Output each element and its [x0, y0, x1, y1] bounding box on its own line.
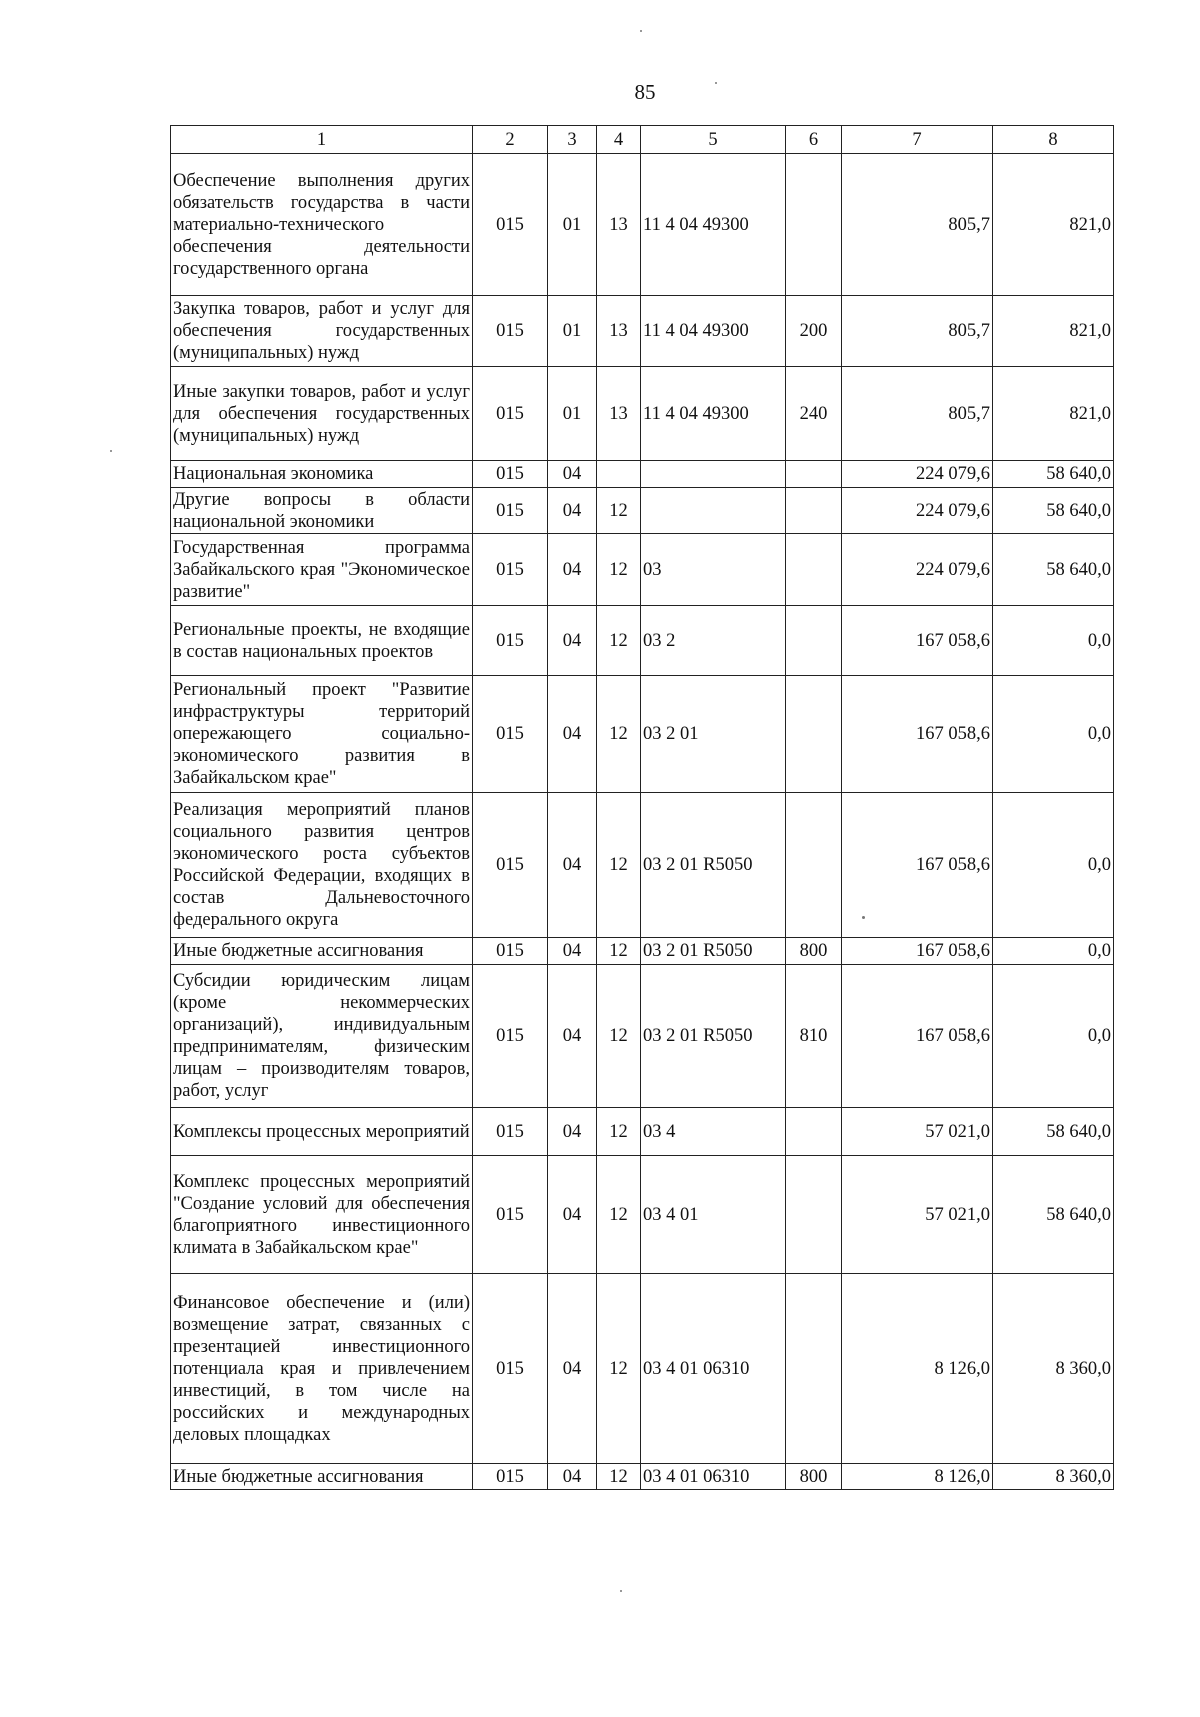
cell-expense-type	[786, 1156, 842, 1274]
cell-amount-8: 58 640,0	[993, 1108, 1114, 1156]
cell-target: 03 4 01	[641, 1156, 786, 1274]
row-name: Национальная экономика	[171, 461, 473, 488]
cell-code: 015	[473, 793, 548, 938]
cell-amount-8: 821,0	[993, 367, 1114, 461]
cell-amount-8: 821,0	[993, 296, 1114, 367]
cell-target: 03 2	[641, 606, 786, 676]
cell-subsection: 12	[597, 965, 641, 1108]
scan-speck	[862, 916, 865, 919]
row-name: Региональные проекты, не входящие в состав национальных проектов	[171, 606, 473, 676]
cell-target: 03 4 01 06310	[641, 1274, 786, 1464]
table-row	[171, 793, 1114, 938]
scan-speck	[620, 1590, 622, 1592]
row-name: Обеспечение выполнения других обязательств государства в части материально-технического обеспечения деятельности государственного органа	[171, 154, 473, 296]
cell-section: 04	[548, 1274, 597, 1464]
row-name: Иные закупки товаров, работ и услуг для обеспечения государственных (муниципальных) нужд	[171, 367, 473, 461]
table-row	[171, 488, 1114, 534]
table-row	[171, 606, 1114, 676]
table-row	[171, 296, 1114, 367]
cell-subsection	[597, 461, 641, 488]
cell-expense-type	[786, 793, 842, 938]
cell-amount-7: 167 058,6	[842, 938, 993, 965]
table-row	[171, 367, 1114, 461]
cell-code: 015	[473, 938, 548, 965]
cell-target	[641, 461, 786, 488]
cell-section: 04	[548, 534, 597, 606]
cell-expense-type	[786, 606, 842, 676]
cell-section: 04	[548, 1156, 597, 1274]
cell-amount-7: 57 021,0	[842, 1156, 993, 1274]
cell-amount-7: 224 079,6	[842, 461, 993, 488]
cell-subsection: 12	[597, 793, 641, 938]
column-header: 3	[548, 126, 597, 154]
column-header: 4	[597, 126, 641, 154]
column-header: 2	[473, 126, 548, 154]
table-row	[171, 1464, 1114, 1490]
row-name: Закупка товаров, работ и услуг для обеспечения государственных (муниципальных) нужд	[171, 296, 473, 367]
cell-amount-7: 224 079,6	[842, 488, 993, 534]
cell-expense-type	[786, 461, 842, 488]
cell-amount-8: 8 360,0	[993, 1274, 1114, 1464]
cell-amount-8: 58 640,0	[993, 534, 1114, 606]
cell-amount-7: 8 126,0	[842, 1274, 993, 1464]
cell-section: 04	[548, 676, 597, 793]
cell-section: 04	[548, 1108, 597, 1156]
cell-code: 015	[473, 296, 548, 367]
cell-target	[641, 488, 786, 534]
cell-subsection: 13	[597, 154, 641, 296]
cell-amount-8: 821,0	[993, 154, 1114, 296]
cell-code: 015	[473, 488, 548, 534]
header-row	[171, 126, 1114, 154]
cell-section: 04	[548, 793, 597, 938]
cell-target: 03 2 01 R5050	[641, 938, 786, 965]
scan-speck	[110, 450, 112, 452]
cell-subsection: 12	[597, 1156, 641, 1274]
column-header: 1	[171, 126, 473, 154]
row-name: Субсидии юридическим лицам (кроме некоммерческих организаций), индивидуальным предпринимателям, физическим лицам – производителям товаров, работ, услуг	[171, 965, 473, 1108]
cell-code: 015	[473, 1108, 548, 1156]
cell-expense-type: 800	[786, 938, 842, 965]
row-name: Финансовое обеспечение и (или) возмещение затрат, связанных с презентацией инвестиционного потенциала края и привлечением инвестиций, в том числе на российских и международных деловых площадках	[171, 1274, 473, 1464]
table-row	[171, 154, 1114, 296]
table-row	[171, 1108, 1114, 1156]
cell-amount-7: 805,7	[842, 296, 993, 367]
cell-expense-type	[786, 488, 842, 534]
cell-section: 04	[548, 606, 597, 676]
cell-amount-7: 167 058,6	[842, 793, 993, 938]
cell-expense-type	[786, 676, 842, 793]
cell-section: 04	[548, 938, 597, 965]
cell-section: 04	[548, 1464, 597, 1490]
table-row	[171, 1274, 1114, 1464]
column-header: 5	[641, 126, 786, 154]
column-header: 6	[786, 126, 842, 154]
cell-code: 015	[473, 965, 548, 1108]
cell-target: 03 4 01 06310	[641, 1464, 786, 1490]
cell-subsection: 12	[597, 938, 641, 965]
cell-amount-8: 58 640,0	[993, 488, 1114, 534]
cell-amount-7: 805,7	[842, 154, 993, 296]
table-row	[171, 534, 1114, 606]
cell-target: 11 4 04 49300	[641, 367, 786, 461]
cell-expense-type: 810	[786, 965, 842, 1108]
cell-target: 03 2 01 R5050	[641, 793, 786, 938]
cell-subsection: 12	[597, 1274, 641, 1464]
cell-expense-type	[786, 154, 842, 296]
cell-amount-8: 0,0	[993, 965, 1114, 1108]
cell-subsection: 12	[597, 1464, 641, 1490]
cell-amount-7: 167 058,6	[842, 606, 993, 676]
column-header: 7	[842, 126, 993, 154]
cell-expense-type	[786, 1108, 842, 1156]
table-row	[171, 676, 1114, 793]
cell-target: 03 2 01	[641, 676, 786, 793]
row-name: Другие вопросы в области национальной экономики	[171, 488, 473, 534]
cell-expense-type	[786, 534, 842, 606]
cell-amount-8: 0,0	[993, 793, 1114, 938]
cell-code: 015	[473, 1274, 548, 1464]
row-name: Комплекс процессных мероприятий "Создание условий для обеспечения благоприятного инвестиционного климата в Забайкальском крае"	[171, 1156, 473, 1274]
cell-code: 015	[473, 676, 548, 793]
table-row	[171, 938, 1114, 965]
cell-amount-7: 167 058,6	[842, 676, 993, 793]
cell-subsection: 12	[597, 534, 641, 606]
cell-subsection: 12	[597, 606, 641, 676]
cell-code: 015	[473, 1156, 548, 1274]
cell-subsection: 13	[597, 296, 641, 367]
row-name: Государственная программа Забайкальского края "Экономическое развитие"	[171, 534, 473, 606]
cell-section: 04	[548, 488, 597, 534]
cell-target: 03	[641, 534, 786, 606]
cell-amount-8: 58 640,0	[993, 461, 1114, 488]
cell-code: 015	[473, 1464, 548, 1490]
cell-amount-7: 8 126,0	[842, 1464, 993, 1490]
table-row	[171, 965, 1114, 1108]
row-name: Иные бюджетные ассигнования	[171, 1464, 473, 1490]
scan-speck	[640, 30, 642, 32]
cell-amount-7: 57 021,0	[842, 1108, 993, 1156]
cell-subsection: 12	[597, 676, 641, 793]
cell-amount-7: 167 058,6	[842, 965, 993, 1108]
cell-section: 04	[548, 461, 597, 488]
cell-expense-type: 800	[786, 1464, 842, 1490]
cell-expense-type: 240	[786, 367, 842, 461]
row-name: Реализация мероприятий планов социального развития центров экономического роста субъектов Российской Федерации, входящих в состав Дальневосточного федерального округа	[171, 793, 473, 938]
cell-code: 015	[473, 367, 548, 461]
table-row	[171, 1156, 1114, 1274]
budget-table	[170, 125, 1114, 1490]
cell-section: 01	[548, 367, 597, 461]
cell-code: 015	[473, 154, 548, 296]
cell-target: 03 2 01 R5050	[641, 965, 786, 1108]
row-name: Комплексы процессных мероприятий	[171, 1108, 473, 1156]
cell-amount-8: 8 360,0	[993, 1464, 1114, 1490]
cell-amount-7: 224 079,6	[842, 534, 993, 606]
cell-expense-type	[786, 1274, 842, 1464]
cell-target: 11 4 04 49300	[641, 296, 786, 367]
cell-subsection: 13	[597, 367, 641, 461]
cell-amount-7: 805,7	[842, 367, 993, 461]
scan-speck	[715, 82, 717, 84]
column-header: 8	[993, 126, 1114, 154]
row-name: Региональный проект "Развитие инфраструктуры территорий опережающего социально-экономического развития в Забайкальском крае"	[171, 676, 473, 793]
cell-code: 015	[473, 534, 548, 606]
cell-amount-8: 0,0	[993, 606, 1114, 676]
table-row	[171, 461, 1114, 488]
cell-amount-8: 0,0	[993, 676, 1114, 793]
cell-subsection: 12	[597, 1108, 641, 1156]
cell-code: 015	[473, 461, 548, 488]
cell-expense-type: 200	[786, 296, 842, 367]
cell-code: 015	[473, 606, 548, 676]
cell-subsection: 12	[597, 488, 641, 534]
page-number: 85	[634, 80, 656, 104]
cell-amount-8: 58 640,0	[993, 1156, 1114, 1274]
cell-section: 01	[548, 154, 597, 296]
cell-section: 04	[548, 965, 597, 1108]
cell-amount-8: 0,0	[993, 938, 1114, 965]
cell-target: 03 4	[641, 1108, 786, 1156]
cell-section: 01	[548, 296, 597, 367]
row-name: Иные бюджетные ассигнования	[171, 938, 473, 965]
cell-target: 11 4 04 49300	[641, 154, 786, 296]
